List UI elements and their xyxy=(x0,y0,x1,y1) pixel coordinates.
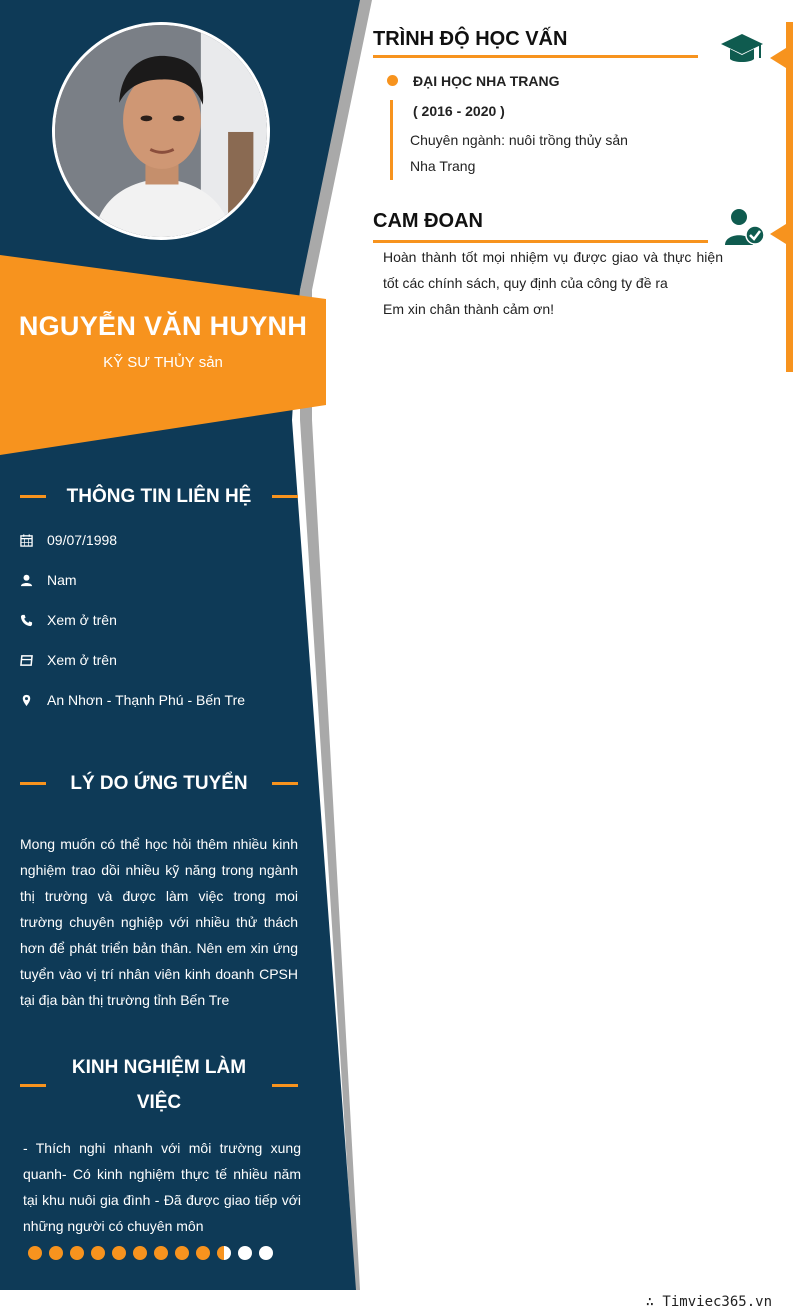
contact-address xyxy=(20,680,310,720)
right-accent-bar xyxy=(786,22,793,372)
skill-dot xyxy=(28,1246,42,1260)
heading-dash xyxy=(272,782,298,785)
skill-dot xyxy=(112,1246,126,1260)
skill-dot xyxy=(175,1246,189,1260)
watermark: ∴ Timviec365.vn xyxy=(645,1294,772,1310)
school-name: ĐẠI HỌC NHA TRANG xyxy=(413,73,560,89)
commitment-line: Em xin chân thành cảm ơn! xyxy=(383,301,555,317)
email-icon xyxy=(20,651,47,669)
skill-dot xyxy=(91,1246,105,1260)
commitment-pointer xyxy=(770,224,786,244)
commitment-line: Hoàn thành tốt mọi nhiệm vụ được giao và thực hiện xyxy=(383,249,723,265)
skill-dot xyxy=(49,1246,63,1260)
contact-value: 09/07/1998 xyxy=(47,532,118,548)
education-pointer xyxy=(770,48,786,68)
phone-icon xyxy=(20,611,47,629)
commitment-underline xyxy=(373,240,708,243)
education-title: TRÌNH ĐỘ HỌC VẤN xyxy=(373,28,568,50)
contact-value: Xem ở trên xyxy=(47,612,117,628)
skill-rating xyxy=(28,1246,273,1260)
skill-dot xyxy=(238,1246,252,1260)
school-major: Chuyên ngành: nuôi trồng thủy sản xyxy=(410,132,628,148)
graduation-cap-icon xyxy=(720,32,764,71)
contact-email xyxy=(20,640,310,680)
skill-dot xyxy=(196,1246,210,1260)
experience-title-line2: VIỆC xyxy=(136,1092,182,1113)
contact-birthdate xyxy=(20,520,310,560)
experience-title xyxy=(46,1050,272,1120)
experience-text: - Thích nghi nhanh với môi trường xung quanh- Có kinh nghiệm thực tế nhiều năm tại khu nuôi gia đình - Đã được giao tiếp với những người có chuyên môn xyxy=(23,1140,301,1234)
reason-section-header xyxy=(20,766,298,801)
reason-title: LÝ DO ỨNG TUYỂN xyxy=(70,773,248,794)
heading-dash xyxy=(20,1084,46,1087)
contact-list xyxy=(20,520,310,720)
timeline-line xyxy=(390,100,393,180)
school-years: ( 2016 - 2020 ) xyxy=(413,103,505,119)
skill-dot xyxy=(154,1246,168,1260)
user-check-icon xyxy=(724,208,766,251)
candidate-name: NGUYỄN VĂN HUYNH xyxy=(18,311,308,341)
user-icon xyxy=(20,571,47,589)
contact-value: Nam xyxy=(47,572,77,588)
contact-gender xyxy=(20,560,310,600)
reason-text: Mong muốn có thể học hỏi thêm nhiều kinh nghiệm trao dồi nhiều kỹ năng trong ngành thị trường và được làm việc trong moi trường chuyên nghiệp với nhiều thử thách hơn để phát triển bản thân. Nên em xin ứng tuyển vào vị trí nhân viên kinh doanh CPSH tại địa bàn thị trường tỉnh Bến Tre xyxy=(20,836,298,1008)
calendar-icon xyxy=(20,531,47,549)
experience-section-header xyxy=(20,1050,298,1120)
experience-title-line1: KINH NGHIỆM LÀM xyxy=(71,1057,247,1078)
skill-dot xyxy=(259,1246,273,1260)
school-location: Nha Trang xyxy=(410,158,476,174)
skill-dot xyxy=(70,1246,84,1260)
commitment-text xyxy=(383,244,723,322)
candidate-role: KỸ SƯ THỦY sản xyxy=(103,354,223,371)
heading-dash xyxy=(272,1084,298,1087)
timeline-dot xyxy=(387,75,398,86)
avatar xyxy=(52,22,270,240)
education-underline xyxy=(373,55,698,58)
contact-section-header xyxy=(20,479,298,514)
contact-value: Xem ở trên xyxy=(47,652,117,668)
contact-value: An Nhơn - Thạnh Phú - Bến Tre xyxy=(47,692,246,708)
heading-dash xyxy=(272,495,298,498)
contact-title: THÔNG TIN LIÊN HỆ xyxy=(66,486,252,507)
commitment-title: CAM ĐOAN xyxy=(373,210,483,232)
heading-dash xyxy=(20,495,46,498)
skill-dot xyxy=(217,1246,231,1260)
commitment-line: tốt các chính sách, quy định của công ty đề ra xyxy=(383,275,668,291)
map-marker-icon xyxy=(20,691,47,709)
avatar-photo xyxy=(55,25,267,237)
contact-phone xyxy=(20,600,310,640)
skill-dot xyxy=(133,1246,147,1260)
heading-dash xyxy=(20,782,46,785)
